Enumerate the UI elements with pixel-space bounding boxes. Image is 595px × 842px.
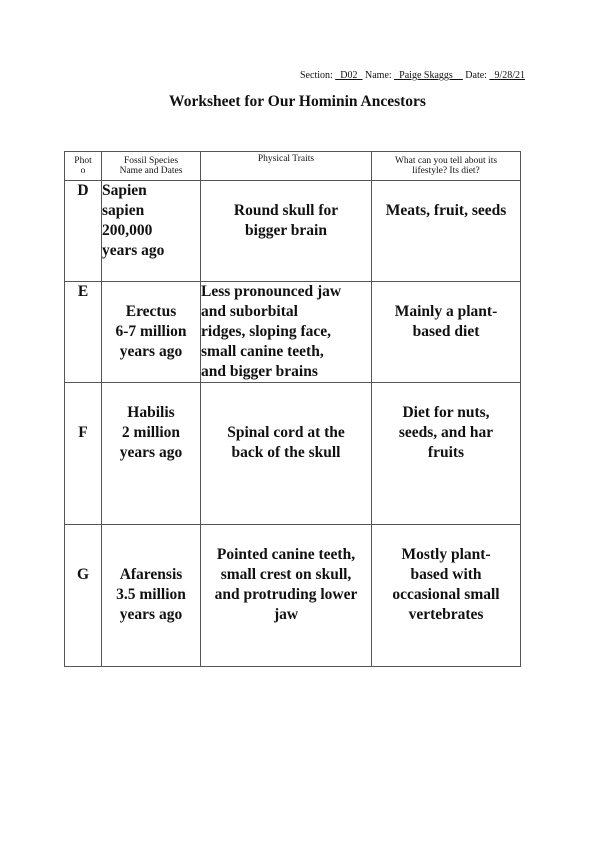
traits-cell <box>201 181 372 282</box>
lifestyle-line: occasional small <box>392 586 500 603</box>
traits-line: and protruding lower <box>214 586 358 603</box>
traits-line: and suborbital <box>201 303 298 320</box>
traits-line: Spinal cord at the <box>227 424 345 441</box>
lifestyle-line: fruits <box>427 444 465 461</box>
table-row <box>65 383 521 525</box>
traits-line: ridges, sloping face, <box>201 323 332 340</box>
header-species <box>102 152 201 181</box>
header-photo-line1: Phot <box>74 156 92 166</box>
worksheet-table <box>64 151 521 667</box>
header-info-line <box>300 70 525 81</box>
species-line: Afarensis <box>119 566 183 583</box>
species-line: 3.5 million <box>116 586 186 603</box>
species-line: years ago <box>119 444 183 461</box>
header-traits-text: Physical Traits <box>257 154 315 164</box>
date-value: _9/28/21 <box>489 70 525 81</box>
species-cell <box>102 383 201 525</box>
species-line: 6-7 million <box>115 323 187 340</box>
species-line: 200,000 <box>102 222 153 239</box>
lifestyle-cell <box>372 383 521 525</box>
species-line: 2 million <box>121 424 181 441</box>
table-header-row <box>65 152 521 181</box>
traits-cell <box>201 282 372 383</box>
traits-line: jaw <box>273 606 299 623</box>
traits-line: Round skull for <box>233 202 339 219</box>
species-line: Habilis <box>127 404 175 421</box>
species-line: Erectus <box>125 303 177 320</box>
table-row <box>65 181 521 282</box>
header-photo-line2: o <box>80 166 86 176</box>
traits-line: Pointed canine teeth, <box>216 546 356 563</box>
header-species-line2: Name and Dates <box>119 166 183 176</box>
page-title: Worksheet for Our Hominin Ancestors <box>169 93 426 110</box>
lifestyle-line: based diet <box>412 323 480 340</box>
lifestyle-line: Meats, fruit, seeds <box>385 202 507 219</box>
table-row <box>65 525 521 667</box>
photo-cell <box>65 181 102 282</box>
species-line: years ago <box>102 242 165 259</box>
lifestyle-line: based with <box>410 566 482 583</box>
photo-letter: F <box>78 424 88 441</box>
species-line: years ago <box>119 606 183 623</box>
species-line: years ago <box>119 343 183 360</box>
header-traits <box>201 152 372 181</box>
photo-letter: D <box>77 182 89 199</box>
name-value: _Paige Skaggs__ <box>394 70 463 81</box>
date-label: Date: <box>465 70 487 81</box>
traits-line: Less pronounced jaw <box>201 283 342 300</box>
photo-letter: E <box>77 283 89 300</box>
photo-cell <box>65 383 102 525</box>
header-species-line1: Fossil Species <box>123 156 179 166</box>
species-cell <box>102 282 201 383</box>
name-label: Name: <box>365 70 392 81</box>
species-cell <box>102 525 201 667</box>
photo-cell <box>65 282 102 383</box>
traits-cell <box>201 525 372 667</box>
lifestyle-line: Diet for nuts, <box>402 404 490 421</box>
header-lifestyle-line1: What can you tell about its <box>394 156 498 166</box>
lifestyle-line: Mostly plant- <box>401 546 491 563</box>
lifestyle-line: Mainly a plant- <box>394 303 498 320</box>
header-lifestyle-line2: lifestyle? Its diet? <box>412 166 480 176</box>
species-cell <box>102 181 201 282</box>
header-lifestyle <box>372 152 521 181</box>
traits-line: small canine teeth, <box>201 343 324 360</box>
lifestyle-cell <box>372 525 521 667</box>
section-value: _D02_ <box>335 70 363 81</box>
traits-line: small crest on skull, <box>220 566 352 583</box>
lifestyle-line: seeds, and har <box>398 424 494 441</box>
traits-line: and bigger brains <box>201 363 318 380</box>
photo-cell <box>65 525 102 667</box>
photo-letter: G <box>76 566 90 583</box>
species-line: sapien <box>102 202 145 219</box>
lifestyle-cell <box>372 282 521 383</box>
section-label: Section: <box>300 70 333 81</box>
traits-line: bigger brain <box>245 222 327 239</box>
lifestyle-cell <box>372 181 521 282</box>
table-row <box>65 282 521 383</box>
species-line: Sapien <box>102 182 147 199</box>
header-photo <box>65 152 102 181</box>
traits-line: back of the skull <box>231 444 341 461</box>
lifestyle-line: vertebrates <box>408 606 484 623</box>
traits-cell <box>201 383 372 525</box>
